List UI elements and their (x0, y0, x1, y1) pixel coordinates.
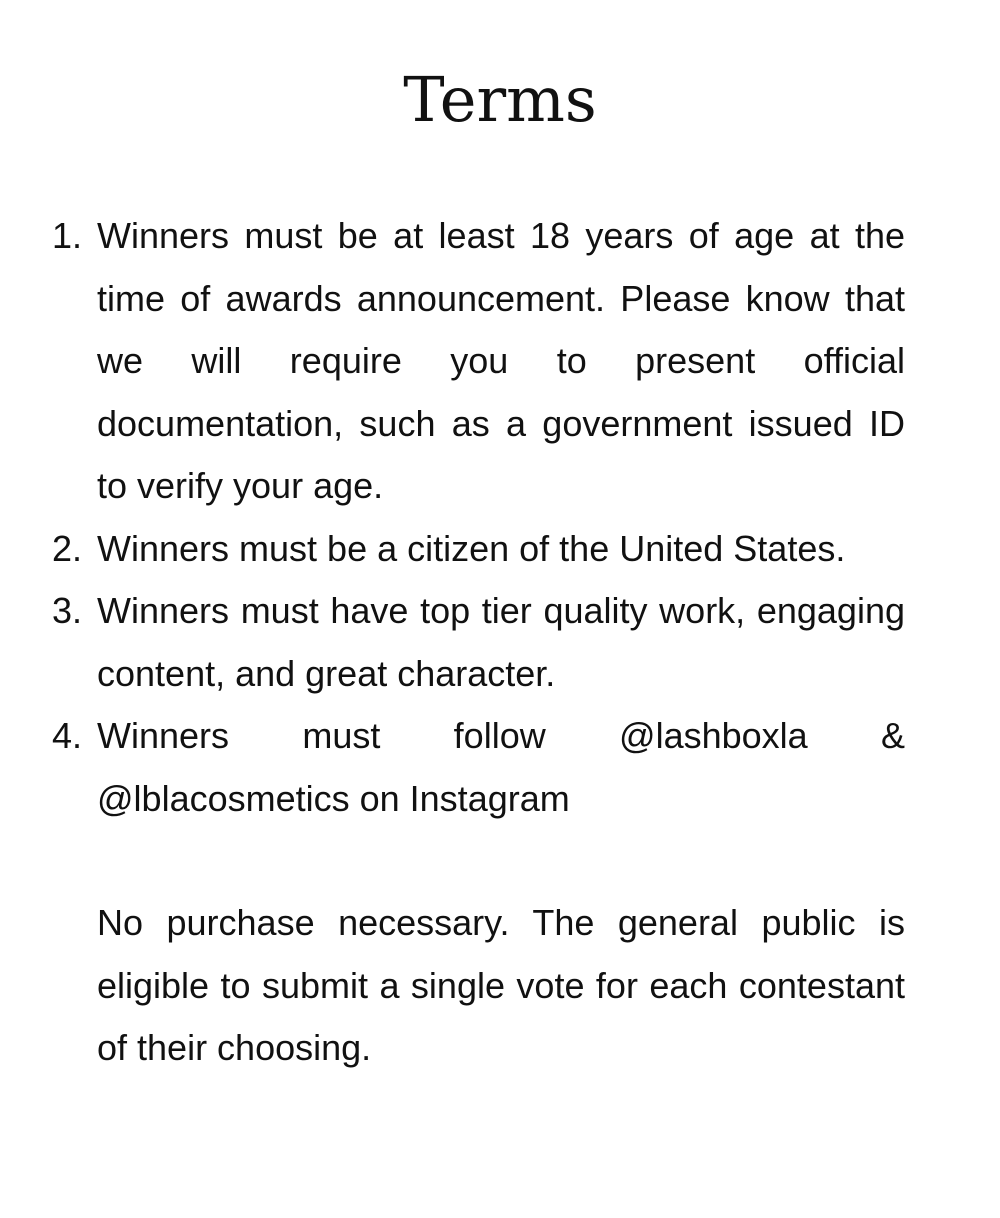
term-number: 3. (52, 590, 83, 631)
term-text: Winners must have top tier quality work, engaging content, and great character. (97, 590, 905, 694)
terms-list (0, 205, 1000, 830)
term-number: 4. (52, 715, 83, 756)
term-number: 1. (52, 215, 83, 256)
term-text: Winners must be at least 18 years of age at the time of awards announcement. Please know that we will require you to present official documentation, such as a government issued ID to verify your age. (97, 215, 905, 506)
term-item-2 (0, 518, 905, 581)
term-item-4 (0, 705, 905, 830)
term-item-3 (0, 580, 905, 705)
term-number: 2. (52, 527, 83, 569)
term-text: Winners must follow @lashboxla & @lblacosmetics on Instagram (97, 715, 905, 819)
term-text: Winners must be a citizen of the United States. (97, 527, 846, 569)
no-purchase-note: No purchase necessary. The general public is eligible to submit a single vote for each contestant of their choosing. (97, 902, 905, 1068)
page-title: Terms (403, 63, 597, 136)
term-item-1 (0, 205, 905, 518)
